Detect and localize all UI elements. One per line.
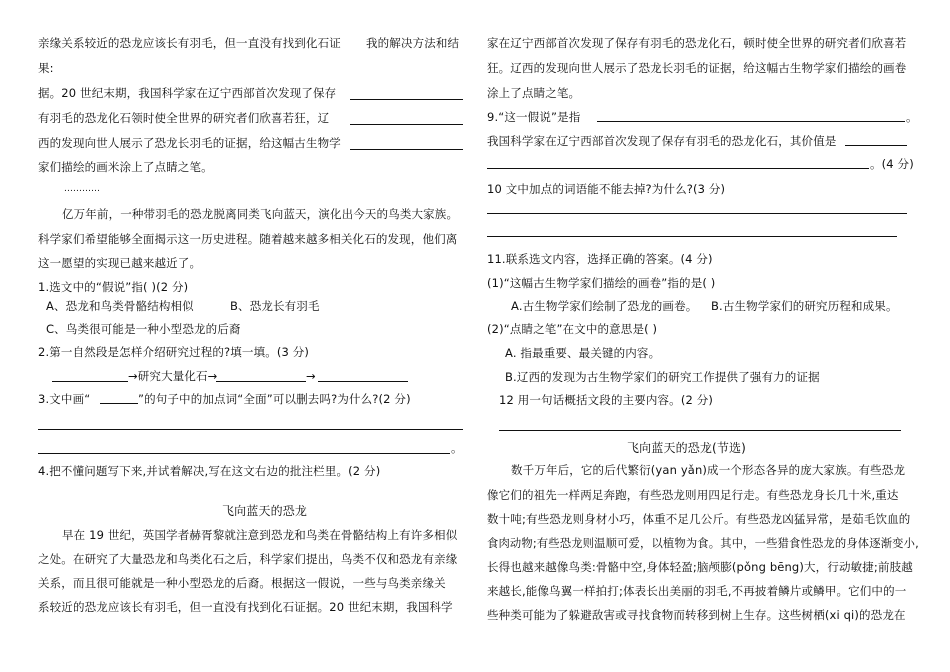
text-line: 有羽毛的恐龙化石领时使全世界的研究者们欣喜若狂，辽	[38, 111, 330, 125]
text-line: 系较近的恐龙应该长有羽毛，但一直没有找到化石证据。20 世纪末期，我国科学	[38, 600, 453, 614]
text-line: 涂上了点睛之笔。	[487, 86, 581, 100]
text-line: 亿万年前，一种带羽毛的恐龙脱离同类飞向蓝天，演化出今天的鸟类大家族。	[62, 207, 459, 221]
question-3-cont: ”的句子中的加点词“全面”可以删去吗?为什么?(2 分)	[138, 392, 411, 406]
text-line: 西的发现向世人展示了恐龙长羽毛的证据，给这幅古生物学	[38, 136, 341, 150]
period: 。	[451, 441, 463, 455]
question-11-1: (1)“这幅古生物学家们描绘的画卷”指的是( )	[487, 276, 716, 290]
question-12: 12 用一句话概括文段的主要内容。(2 分)	[499, 393, 714, 407]
text-line: 些种类可能为了躲避敌害或寻找食物而转移到树上生存。这些树栖(xi qi)的恐龙在	[487, 608, 906, 622]
text-line: 来越长,能像鸟翼一样拍打;体表长出美丽的羽毛,不再披着鳞片或鳞甲。它们中的一	[487, 584, 907, 598]
option-b[interactable]: B、恐龙长有羽毛	[230, 299, 320, 313]
question-2: 2.第一自然段是怎样介绍研究过程的?填一填。(3 分)	[38, 345, 310, 359]
question-4: 4.把不懂问题写下来,并试着解决,写在这文右边的批注栏里。(2 分)	[38, 464, 381, 478]
text-line: 我国科学家在辽宁西部首次发现了保存有羽毛的恐龙化石，其价值是	[487, 134, 837, 148]
blank-2[interactable]	[216, 381, 306, 382]
text-line: 早在 19 世纪，英国学者赫胥黎就注意到恐龙和鸟类在骨骼结构上有许多相似	[62, 528, 458, 542]
period: 。	[906, 110, 918, 124]
option-c[interactable]: C、鸟类很可能是一种小型恐龙的后裔	[46, 322, 241, 336]
option-a[interactable]: A.古生物学家们绘制了恐龙的画卷。	[511, 299, 698, 313]
blank-3[interactable]	[318, 381, 408, 382]
answer-line[interactable]	[487, 213, 907, 214]
text-line: 之处。在研究了大量恐龙和鸟类化石之后，科学家们提出，鸟类不仅和恐龙有亲缘	[38, 552, 458, 566]
text-line: 数十吨;有些恐龙则身材小巧，体重不足几公斤。有些恐龙凶猛异常，是茹毛饮血的	[487, 512, 911, 526]
answer-line[interactable]	[499, 430, 901, 431]
passage-title: 飞向蓝天的恐龙	[222, 504, 308, 518]
passage-title: 飞向蓝天的恐龙(节选)	[627, 441, 747, 455]
ellipsis: ............	[64, 184, 101, 194]
text-line: 家在辽宁西部首次发现了保存有羽毛的恐龙化石，顿时使全世界的研究者们欣喜若	[487, 36, 907, 50]
option-a[interactable]: A、恐龙和鸟类骨骼结构相似	[46, 299, 194, 313]
answer-line[interactable]	[487, 168, 869, 169]
annotation-text: 我的解决方法和结	[366, 36, 460, 50]
text-line: 像它们的祖先一样两足奔跑，有些恐龙则用四足行走。有些恐龙身长几十米,重达	[487, 488, 899, 502]
text-line: 数千万年后，它的后代繁衍(yan yǎn)成一个形态各异的庞大家族。有些恐龙	[511, 463, 906, 477]
flow-arrow: →	[306, 369, 316, 383]
answer-line[interactable]	[597, 121, 905, 122]
answer-line[interactable]	[38, 453, 450, 454]
question-11: 11.联系选文内容，选择正确的答案。(4 分)	[487, 252, 713, 266]
question-9: 9.“这一假说”是指	[487, 110, 581, 124]
answer-line[interactable]	[845, 145, 907, 146]
option-b[interactable]: B.辽西的发现为古生物学家们的研究工作提供了强有力的证据	[505, 370, 820, 384]
score: 。(4 分)	[870, 157, 914, 171]
text-line: 家们描绘的画米涂上了点睛之笔。	[38, 160, 213, 174]
text-line: 据。20 世纪末期，我国科学家在辽宁西部首次发现了保存	[38, 86, 337, 100]
answer-line[interactable]	[38, 429, 463, 430]
question-3: 3.文中画“	[38, 392, 91, 406]
text-line: 狂。辽西的发现向世人展示了恐龙长羽毛的证据，给这幅古生物学家们描绘的画卷	[487, 61, 907, 75]
text-line: 关系，而且很可能就是一种小型恐龙的后裔。根据这一假说，一些与鸟类亲缘关	[38, 576, 446, 590]
question-11-2: (2)“点睛之笔”在文中的意思是( )	[487, 322, 658, 336]
option-a[interactable]: A. 指最重要、最关键的内容。	[505, 346, 661, 360]
answer-line[interactable]	[350, 124, 463, 125]
text-line: 长得也越来越像鸟类:骨骼中空,身体轻盈;脑颅膨(pǒng bēng)大，行动敏捷;前肢越	[487, 560, 913, 574]
blank-1[interactable]	[52, 381, 128, 382]
question-1: 1.选文中的“假说”指( )(2 分)	[38, 280, 189, 294]
annotation-text: 果:	[38, 61, 54, 75]
flow-text: →研究大量化石→	[128, 369, 218, 383]
blank-mark[interactable]	[100, 403, 138, 404]
text-line: 这一愿望的实现已越来越近了。	[38, 256, 202, 270]
option-b[interactable]: B.古生物学家们的研究历程和成果。	[711, 299, 898, 313]
text-line: 亲缘关系较近的恐龙应该长有羽毛，但一直没有找到化石证	[38, 36, 341, 50]
question-10: 10 文中加点的词语能不能去掉?为什么?(3 分)	[487, 182, 726, 196]
answer-line[interactable]	[350, 99, 463, 100]
answer-line[interactable]	[487, 236, 897, 237]
text-line: 食肉动物;有些恐龙则温顺可爱，以植物为食。其中，一些猎食性恐龙的身体逐渐变小,	[487, 536, 919, 550]
answer-line[interactable]	[350, 149, 463, 150]
text-line: 科学家们希望能够全面揭示这一历史进程。随着越来越多相关化石的发现，他们离	[38, 232, 458, 246]
